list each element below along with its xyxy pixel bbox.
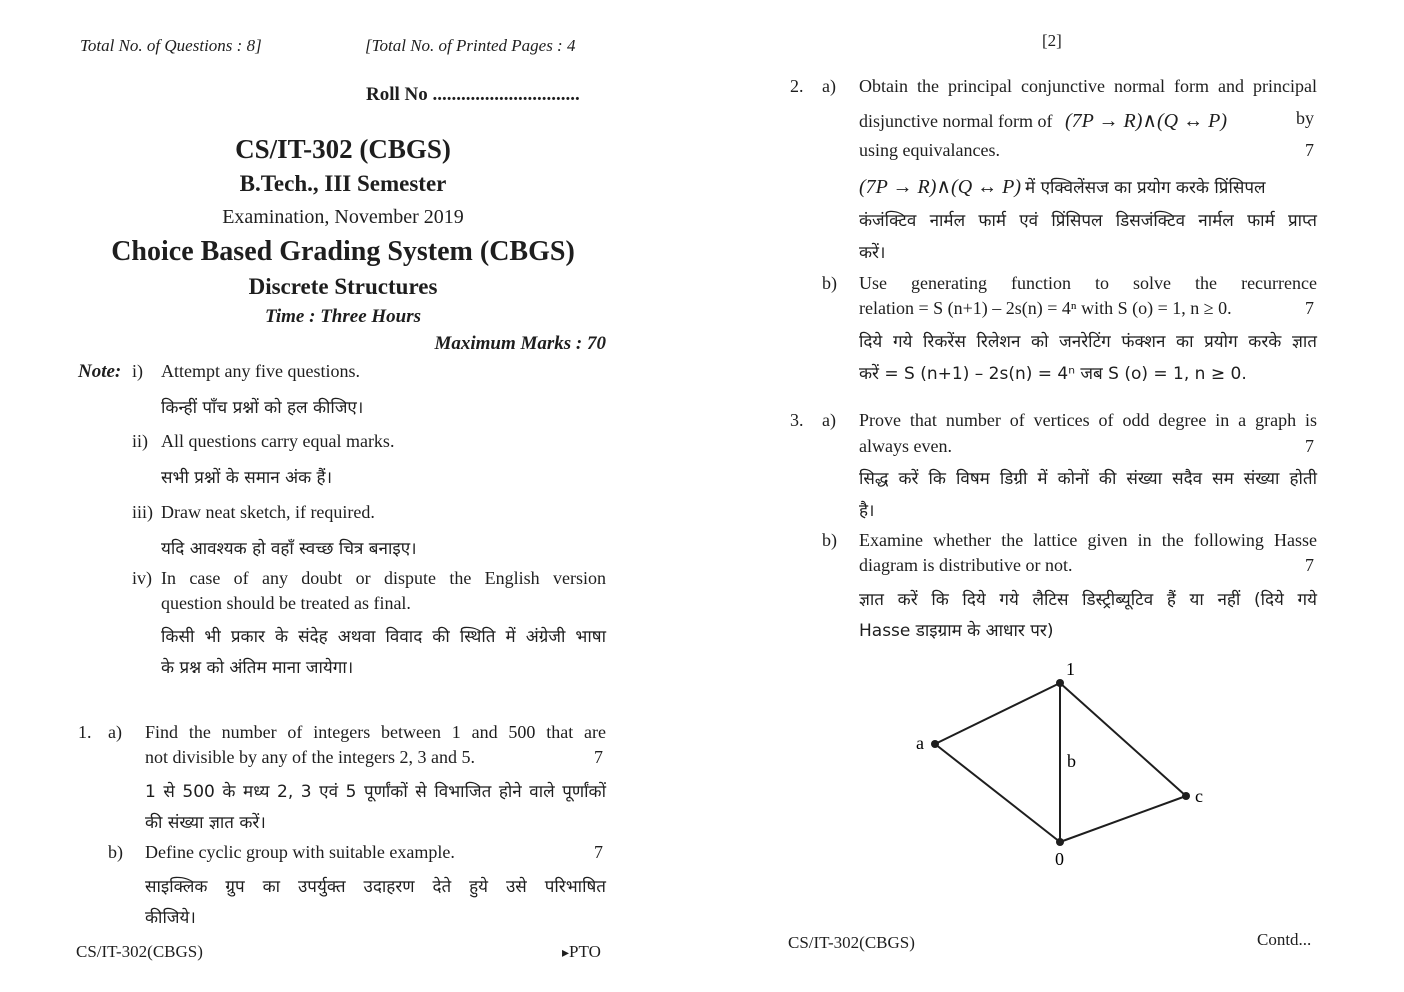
q2a-hi-line1 [859, 174, 1266, 199]
q2a-en-line1: Obtain the principal conjunctive normal form and principal [859, 76, 1317, 96]
footer-contd: Contd... [1257, 930, 1312, 949]
right-page [702, 0, 1404, 992]
q1a-en-line2: not divisible by any of the integers 2, 3 and 5. [145, 747, 475, 767]
q2a-hi-line3: करें। [859, 243, 886, 263]
node-a-label: a [916, 733, 924, 753]
node-b-label: b [1067, 751, 1076, 771]
edge-a-0 [935, 744, 1060, 842]
note-1-en: Attempt any five questions. [161, 361, 360, 381]
q1a-marks: 7 [594, 747, 603, 767]
hasse-diagram [882, 655, 1222, 875]
note-1-hi: किन्हीं पाँच प्रश्नों को हल कीजिए। [161, 398, 364, 418]
subject: Discrete Structures [248, 274, 438, 299]
q1a-label: a) [108, 722, 122, 742]
q2a-label: a) [822, 76, 836, 96]
q3a-en-line2: always even. [859, 436, 952, 456]
note-2-num: ii) [132, 431, 148, 451]
note-4-en-line1: In case of any doubt or dispute the English version [161, 568, 606, 588]
footer-code-left: CS/IT-302(CBGS) [76, 942, 203, 961]
edge-1-a [935, 683, 1060, 744]
q2b-en-line1: Use generating function to solve the recurrence [859, 273, 1317, 293]
q2b-label: b) [822, 273, 837, 293]
roll-no: Roll No ............................... [366, 84, 580, 105]
q2a-hi-expression: (7P → R)∧(Q ↔ P) [859, 176, 1022, 198]
q1b-en: Define cyclic group with suitable example. [145, 842, 455, 862]
note-3-en: Draw neat sketch, if required. [161, 502, 375, 522]
q1b-hi-line2: कीजिये। [145, 908, 196, 928]
q2a-en-line2-pre: disjunctive normal form of [859, 111, 1053, 131]
footer-pto: ▸PTO [562, 942, 601, 961]
q3b-en-line2: diagram is distributive or not. [859, 555, 1073, 575]
q3b-hi-line1: ज्ञात करें कि दिये गये लैटिस डिस्ट्रीब्यूटिव हैं या नहीं (दिये गये [859, 590, 1317, 610]
left-page [0, 0, 700, 992]
q2a-en-line2-by: by [1296, 108, 1314, 128]
grading-system: Choice Based Grading System (CBGS) [111, 236, 575, 267]
q2b-marks: 7 [1305, 298, 1314, 318]
node-1-label: 1 [1066, 659, 1075, 679]
node-c [1182, 792, 1190, 800]
q2a-en-line3: using equivalances. [859, 140, 1000, 160]
q1b-label: b) [108, 842, 123, 862]
note-label: Note: [78, 361, 122, 382]
total-pages: [Total No. of Printed Pages : 4 [365, 36, 576, 55]
q1a-en-line1: Find the number of integers between 1 and 500 that are [145, 722, 606, 742]
edge-1-c [1060, 683, 1186, 796]
q3a-en-line1: Prove that number of vertices of odd degree in a graph is [859, 410, 1317, 430]
q2b-hi-line2: करें = S (n+1) – 2s(n) = 4ⁿ जब S (o) = 1, n ≥ 0. [859, 364, 1247, 384]
q1a-hi-line1: 1 से 500 के मध्य 2, 3 एवं 5 पूर्णांकों से विभाजित होने वाले पूर्णांकों [145, 782, 606, 802]
q1b-marks: 7 [594, 842, 603, 862]
q2-number: 2. [790, 76, 804, 96]
exam-session: Examination, November 2019 [222, 206, 464, 228]
note-1-num: i) [132, 361, 143, 381]
q3-number: 3. [790, 410, 804, 430]
q2a-hi-line2: कंजंक्टिव नार्मल फार्म एवं प्रिंसिपल डिसजंक्टिव नार्मल फार्म प्राप्त [859, 211, 1317, 231]
note-4-hi-line2: के प्रश्न को अंतिम माना जायेगा। [161, 658, 354, 678]
note-3-num: iii) [132, 502, 153, 522]
time: Time : Three Hours [264, 306, 422, 327]
note-4-hi-line1: किसी भी प्रकार के संदेह अथवा विवाद की स्थिति में अंग्रेजी भाषा [161, 627, 606, 647]
q2a-marks: 7 [1305, 140, 1314, 160]
q3b-label: b) [822, 530, 837, 550]
q3a-hi-line2: है। [859, 501, 875, 521]
node-0-label: 0 [1055, 849, 1064, 869]
note-4-en-line2: question should be treated as final. [161, 593, 411, 613]
paper-code: CS/IT-302 (CBGS) [235, 134, 451, 164]
max-marks: Maximum Marks : 70 [434, 333, 606, 354]
q3b-hi-line2: Hasse डाइग्राम के आधार पर) [859, 621, 1054, 641]
q3b-marks: 7 [1305, 555, 1314, 575]
node-c-label: c [1195, 786, 1203, 806]
q3b-en-line1: Examine whether the lattice given in the following Hasse [859, 530, 1317, 550]
course: B.Tech., III Semester [239, 171, 447, 196]
q3a-hi-line1: सिद्ध करें कि विषम डिग्री में कोनों की संख्या सदैव सम संख्या होती [859, 469, 1317, 489]
q2a-en-line2 [859, 108, 1227, 133]
note-2-en: All questions carry equal marks. [161, 431, 395, 451]
note-3-hi: यदि आवश्यक हो वहाँ स्वच्छ चित्र बनाइए। [161, 539, 417, 559]
node-a [931, 740, 939, 748]
q2a-hi-line1-text: में एक्विलेंसज का प्रयोग करके प्रिंसिपल [1025, 178, 1266, 198]
q3a-marks: 7 [1305, 436, 1314, 456]
q3a-label: a) [822, 410, 836, 430]
page-number: [2] [1042, 31, 1062, 50]
footer-code-right: CS/IT-302(CBGS) [788, 933, 915, 952]
q1b-hi-line1: साइक्लिक ग्रुप का उपर्युक्त उदाहरण देते हुये उसे परिभाषित [145, 877, 606, 897]
note-2-hi: सभी प्रश्नों के समान अंक हैं। [161, 468, 333, 488]
total-questions: Total No. of Questions : 8] [80, 36, 262, 55]
node-1 [1056, 679, 1064, 687]
note-4-num: iv) [132, 568, 152, 588]
q1a-hi-line2: की संख्या ज्ञात करें। [145, 813, 266, 833]
q2b-hi-line1: दिये गये रिकरेंस रिलेशन को जनरेटिंग फंक्शन का प्रयोग करके ज्ञात [859, 332, 1317, 352]
q2a-expression: (7P → R)∧(Q ↔ P) [1064, 110, 1227, 132]
q2b-en-line2: relation = S (n+1) – 2s(n) = 4ⁿ with S (o) = 1, n ≥ 0. [859, 298, 1232, 318]
edge-c-0 [1060, 796, 1186, 842]
q1-number: 1. [78, 722, 92, 742]
node-0 [1056, 838, 1064, 846]
